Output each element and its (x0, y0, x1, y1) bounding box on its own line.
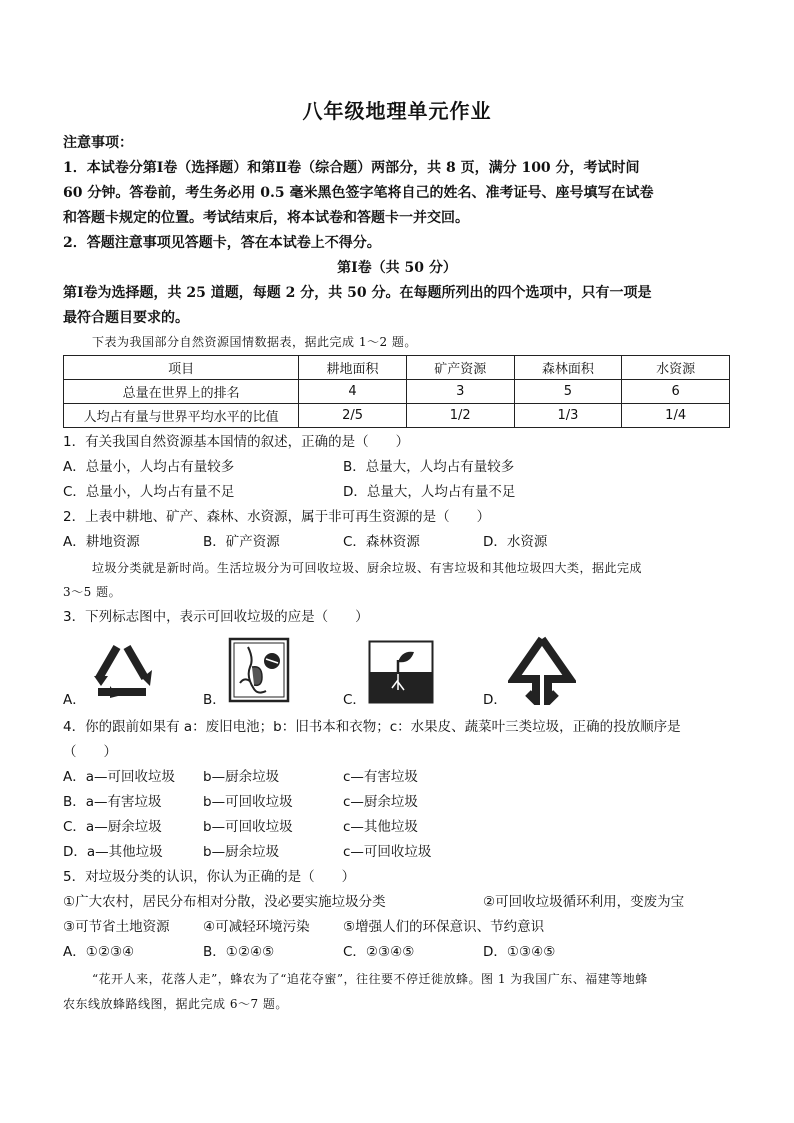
q4-option-b-2: b—可回收垃圾 (203, 794, 293, 810)
table-header-cell: 水资源 (622, 356, 730, 380)
table-intro: 下表为我国部分自然资源国情数据表，据此完成 1～2 题。 (92, 335, 417, 349)
q4-option-a-1: A．a—可回收垃圾 (63, 769, 176, 785)
notice-line-1: 1．本试卷分第Ⅰ卷（选择题）和第Ⅱ卷（综合题）两部分，共 8 页，满分 100 分，考试时间 (63, 160, 640, 176)
q4-option-c-2: b—可回收垃圾 (203, 819, 293, 835)
q1-option-c: C．总量小，人均占有量不足 (63, 484, 235, 500)
q4-option-d-2: b—厨余垃圾 (203, 844, 280, 860)
q3-stem: 3．下列标志图中，表示可回收垃圾的应是（ ） (63, 609, 369, 625)
plant-seedling-icon (368, 640, 434, 704)
q2-option-d: D．水资源 (483, 534, 548, 550)
q2-option-b: B．矿产资源 (203, 534, 280, 550)
notice-line-2: 60 分钟。答卷前，考生务必用 0.5 毫米黑色签字笔将自己的姓名、准考证号、座号填写在试卷 (63, 185, 654, 201)
table-cell: 2/5 (299, 404, 407, 428)
table-cell: 1/3 (514, 404, 622, 428)
q4-option-c-1: C．a—厨余垃圾 (63, 819, 162, 835)
resource-table (63, 355, 730, 428)
q3-option-b: B． (203, 692, 226, 708)
table-header-cell: 森林面积 (514, 356, 622, 380)
page-title: 八年级地理单元作业 (302, 99, 492, 123)
table-row (64, 404, 730, 428)
q2-stem: 2．上表中耕地、矿产、森林、水资源，属于非可再生资源的是（ ） (63, 509, 491, 525)
table-cell: 总量在世界上的排名 (64, 380, 299, 404)
table-cell: 人均占有量与世界平均水平的比值 (64, 404, 299, 428)
q5-statement-1: ①广大农村，居民分布相对分散，没必要实施垃圾分类 (63, 894, 386, 910)
q4-option-d-3: c—可回收垃圾 (343, 844, 432, 860)
q4-option-b-1: B．a—有害垃圾 (63, 794, 162, 810)
q4-option-b-3: c—厨余垃圾 (343, 794, 418, 810)
q5-option-d: D．①③④⑤ (483, 944, 556, 960)
table-header-cell: 矿产资源 (406, 356, 514, 380)
section-desc-1: 第Ⅰ卷为选择题，共 25 道题，每题 2 分，共 50 分。在每题所列出的四个选项中，只有一项是 (63, 285, 652, 301)
q4-option-a-3: c—有害垃圾 (343, 769, 418, 785)
q5-option-a: A．①②③④ (63, 944, 135, 960)
q1-option-a: A．总量小，人均占有量较多 (63, 459, 235, 475)
q5-option-b: B．①②④⑤ (203, 944, 275, 960)
table-cell: 5 (514, 380, 622, 404)
notice-line-4: 2．答题注意事项见答题卡，答在本试卷上不得分。 (63, 235, 381, 251)
garbage-intro-2: 3～5 题。 (63, 585, 122, 599)
table-cell: 4 (299, 380, 407, 404)
section-desc-2: 最符合题目要求的。 (63, 310, 189, 326)
q3-option-a: A． (63, 692, 86, 708)
table-header-cell: 项目 (64, 356, 299, 380)
bee-intro-1: “花开人来，花落人走”，蜂农为了“追花夺蜜”，往往要不停迁徙放蜂。图 1 为我国广东、福建等地蜂 (92, 972, 648, 986)
q2-option-c: C．森林资源 (343, 534, 420, 550)
table-cell: 3 (406, 380, 514, 404)
q5-statement-3: ③可节省土地资源 (63, 919, 170, 935)
q1-stem: 1．有关我国自然资源基本国情的叙述，正确的是（ ） (63, 434, 410, 450)
tree-recycle-icon (508, 635, 576, 705)
q5-option-c: C．②③④⑤ (343, 944, 415, 960)
q1-option-d: D．总量大，人均占有量不足 (343, 484, 516, 500)
table-cell: 1/4 (622, 404, 730, 428)
q5-stem: 5．对垃圾分类的认识，你认为正确的是（ ） (63, 869, 356, 885)
q5-statement-4: ④可减轻环境污染 (203, 919, 310, 935)
notice-line-3: 和答题卡规定的位置。考试结束后，将本试卷和答题卡一并交回。 (63, 210, 469, 226)
table-cell: 6 (622, 380, 730, 404)
q4-stem: 4．你的跟前如果有 a：废旧电池；b：旧书本和衣物；c：水果皮、蔬菜叶三类垃圾，正确的投放顺序是 (63, 719, 681, 735)
table-cell: 1/2 (406, 404, 514, 428)
garbage-intro-1: 垃圾分类就是新时尚。生活垃圾分为可回收垃圾、厨余垃圾、有害垃圾和其他垃圾四大类，据此完成 (92, 561, 643, 575)
recycle-triangle-icon (88, 640, 156, 700)
q2-option-a: A．耕地资源 (63, 534, 140, 550)
q4-option-a-2: b—厨余垃圾 (203, 769, 280, 785)
q5-statement-2: ②可回收垃圾循环利用，变废为宝 (483, 894, 685, 910)
table-header-cell: 耕地面积 (299, 356, 407, 380)
q4-option-c-3: c—其他垃圾 (343, 819, 418, 835)
q1-option-b: B．总量大，人均占有量较多 (343, 459, 515, 475)
kitchen-waste-icon (228, 637, 290, 703)
section-title: 第Ⅰ卷（共 50 分） (337, 260, 457, 276)
table-header-row (64, 356, 730, 380)
q4-paren: （ ） (63, 744, 117, 760)
notice-heading: 注意事项： (63, 135, 133, 151)
q3-option-c: C． (343, 692, 366, 708)
q4-option-d-1: D．a—其他垃圾 (63, 844, 163, 860)
q5-statement-5: ⑤增强人们的环保意识、节约意识 (343, 919, 545, 935)
table-row (64, 380, 730, 404)
bee-intro-2: 农东线放蜂路线图，据此完成 6～7 题。 (63, 997, 288, 1011)
q3-option-d: D． (483, 692, 507, 708)
